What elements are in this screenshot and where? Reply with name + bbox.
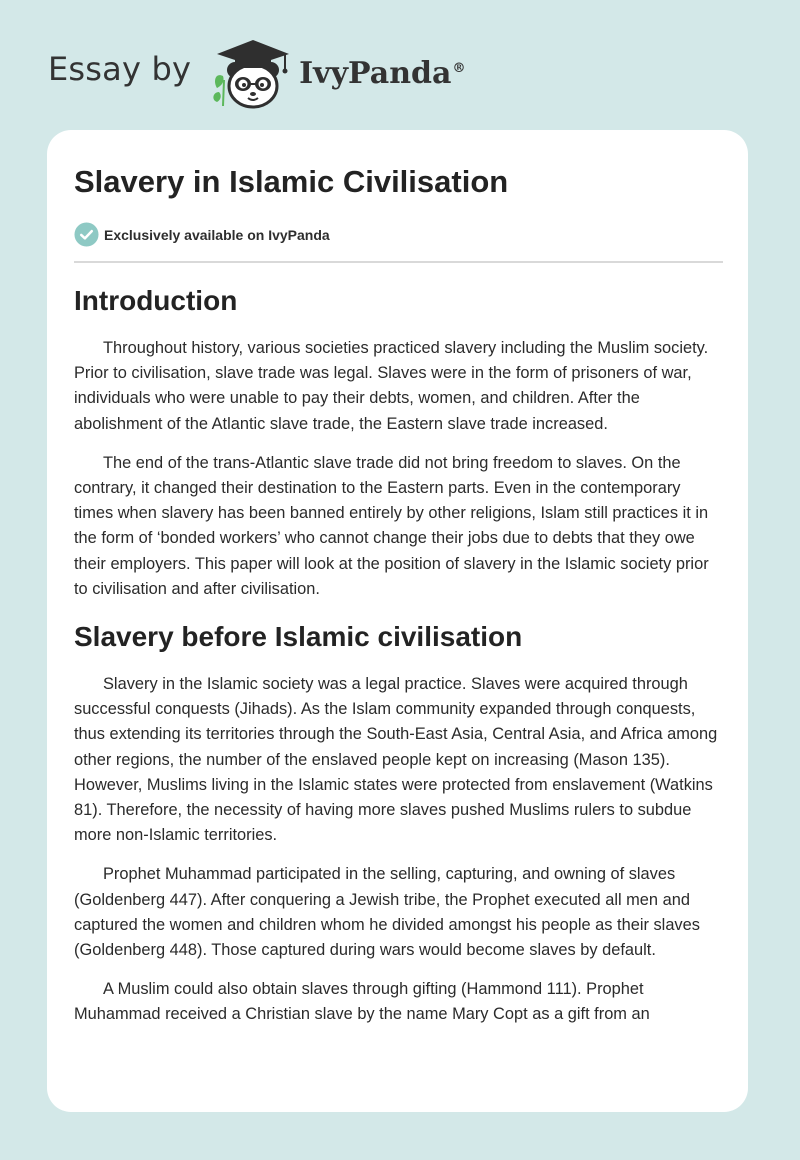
brand-prefix: Essay by	[48, 50, 192, 88]
exclusive-badge-text: Exclusively available on IvyPanda	[104, 226, 330, 243]
site-header	[48, 32, 465, 112]
exclusive-badge	[74, 222, 330, 247]
leaf-icon	[214, 75, 225, 106]
paragraph: Throughout history, various societies practiced slavery including the Muslim society. Prior to civilisation, slave trade was legal. Slaves were in the form of prisoners of war, individuals who were unable to pay their debts, women, and children. After the abolishment of the Atlantic slave trade, the Eastern slave trade increased.	[74, 339, 709, 433]
paragraph: A Muslim could also obtain slaves through gifting (Hammond 111). Prophet Muhammad received a Christian slave by the name Mary Copt as a gift from an	[74, 980, 650, 1024]
section-heading-introduction: Introduction	[74, 285, 238, 316]
brand-name[interactable]: IvyPanda®	[299, 55, 466, 91]
paragraph: Prophet Muhammad participated in the selling, capturing, and owning of slaves (Goldenberg 447). After conquering a Jewish tribe, the Prophet executed all men and captured the women and children whom he divided amongst his people as their slaves (Goldenberg 448). Those captured during wars would become slaves by default.	[74, 865, 700, 960]
header-divider	[74, 261, 723, 263]
essay-card	[47, 130, 748, 1112]
paragraph: The end of the trans-Atlantic slave trade did not bring freedom to slaves. On the contrary, it changed their destination to the Eastern parts. Even in the contemporary times when slavery has been banned entirely by other religions, Islam still practices it in the form of ‘bonded workers’ who cannot change their jobs due to debts that they owe their employers. This paper will look at the position of slavery in the Islamic society prior to civilisation and after civilisation.	[74, 453, 709, 598]
essay-content	[74, 280, 724, 1042]
essay-title: Slavery in Islamic Civilisation	[74, 164, 509, 199]
section-heading-slavery-before: Slavery before Islamic civilisation	[74, 621, 523, 653]
registered-mark: ®	[452, 60, 466, 76]
panda-logo-icon[interactable]	[205, 32, 295, 112]
paragraph: Slavery in the Islamic society was a legal practice. Slaves were acquired through successful conquests (Jihads). As the Islam community expanded through conquests, thus extending its territories through the South-East Asia, Central Asia, and Africa among other regions, the number of the enslaved people kept on increasing (Mason 135). However, Muslims living in the Islamic states were protected from enslavement (Watkins 81). Therefore, the necessity of having more slaves pushed Muslims rulers to subdue more non-Islamic territories.	[74, 675, 718, 845]
check-circle-icon	[74, 222, 99, 247]
